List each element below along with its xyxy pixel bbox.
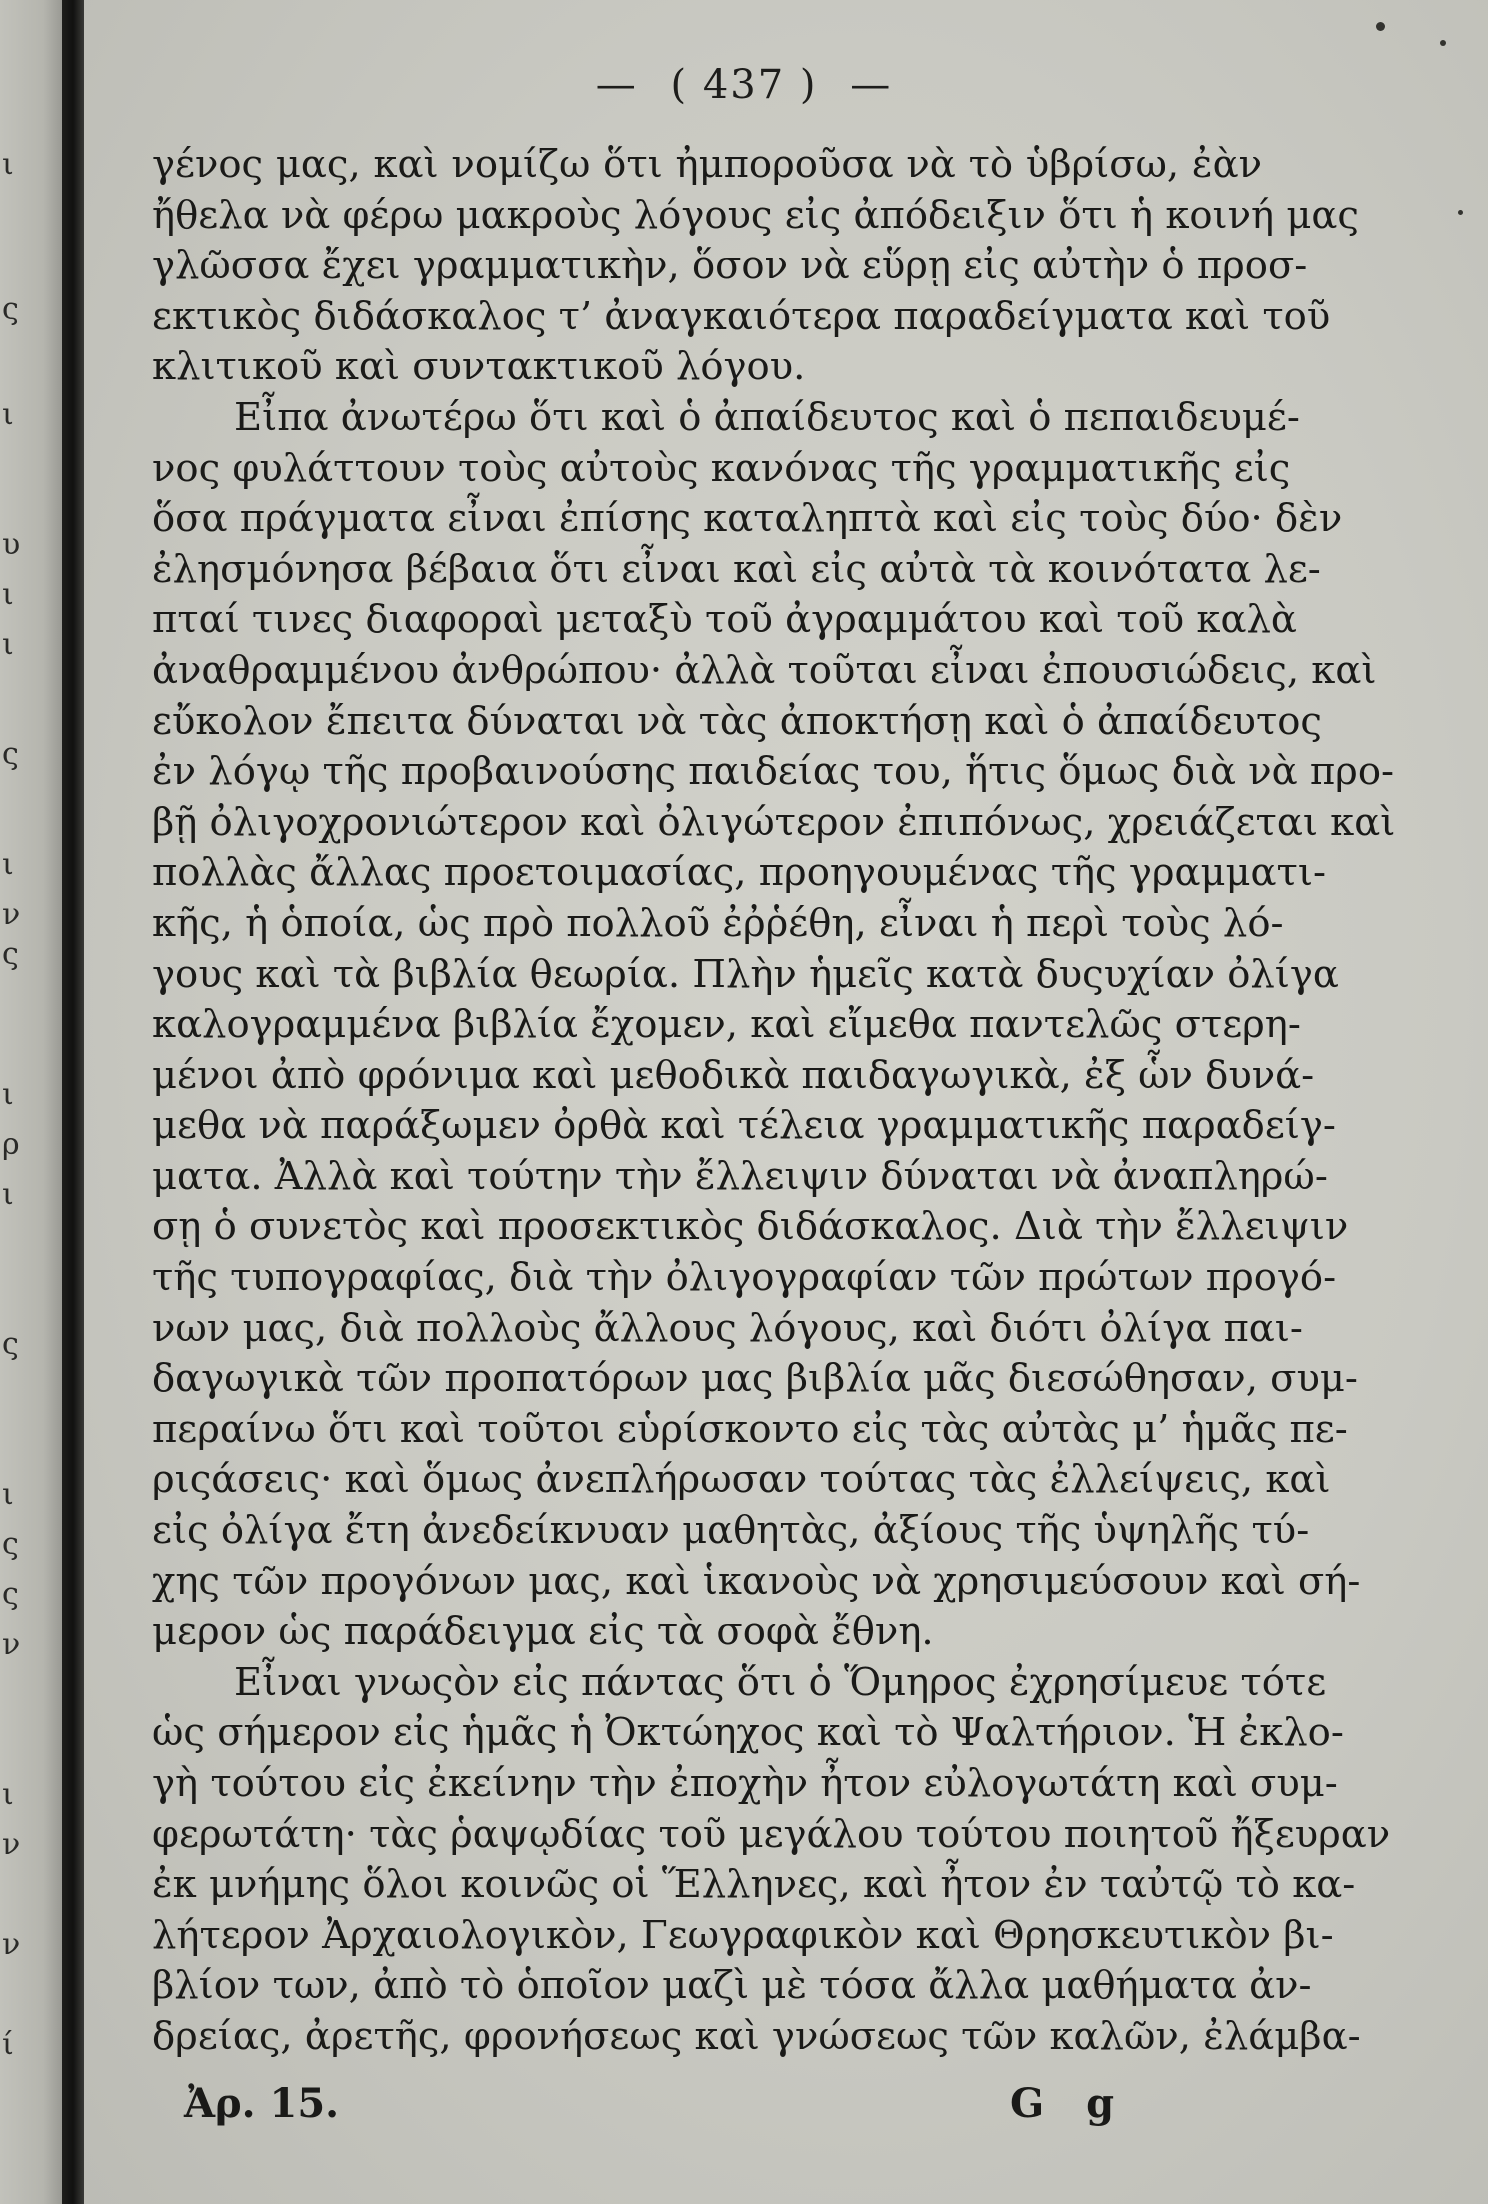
facing-page-edge: [0, 0, 62, 2204]
text-line: ὅσα πράγματα εἶναι ἐπίσης καταληπτὰ καὶ εἰς τοὺς δύο· δὲν: [152, 496, 1343, 542]
edge-char: ς: [2, 292, 19, 327]
text-line: ριςάσεις· καὶ ὅμως ἀνεπλήρωσαν τούτας τὰς ἐλλείψεις, καὶ: [152, 1457, 1331, 1503]
text-line: λήτερον Ἀρχαιολογικὸν, Γεωγραφικὸν καὶ Θρησκευτικὸν βι-: [152, 1912, 1334, 1958]
text-line: ἀναθραμμένου ἀνθρώπου· ἀλλὰ τοῦται εἶναι ἐπουσιώδεις, καὶ: [152, 647, 1377, 693]
text-line: ἐν λόγῳ τῆς προβαινούσης παιδείας του, ἥτις ὅμως διὰ νὰ προ-: [152, 749, 1395, 795]
paragraph-1: [152, 140, 1359, 393]
signature-mark-right: G g: [1010, 2080, 1129, 2127]
text-line: ἤθελα νὰ φέρω μακροὺς λόγους εἰς ἀπόδειξιν ὅτι ἡ κοινή μας: [152, 192, 1359, 238]
text-line: γένος μας, καὶ νομίζω ὅτι ἠμποροῦσα νὰ τὸ ὑβρίσω, ἐὰν: [152, 142, 1262, 187]
text-line: εκτικὸς διδάσκαλος τ’ ἀναγκαιότερα παραδείγματα καὶ τοῦ: [152, 293, 1331, 339]
text-line: μένοι ἀπὸ φρόνιμα καὶ μεθοδικὰ παιδαγωγικὰ, ἐξ ὧν δυνά-: [152, 1052, 1315, 1098]
text-line: καλογραμμένα βιβλία ἔχομεν, καὶ εἴμεθα παντελῶς στερη-: [152, 1002, 1301, 1048]
text-line: νος φυλάττουν τοὺς αὐτοὺς κανόνας τῆς γραμματικῆς εἰς: [152, 445, 1291, 491]
edge-char: ι: [2, 147, 14, 182]
text-line: κλιτικοῦ καὶ συντακτικοῦ λόγου.: [152, 344, 806, 390]
text-line: τῆς τυπογραφίας, διὰ τὴν ὀλιγογραφίαν τῶν πρώτων προγό-: [152, 1255, 1337, 1301]
text-line: Εἶναι γνωςὸν εἰς πάντας ὅτι ὁ Ὅμηρος ἐχρησίμευε τότε: [234, 1659, 1327, 1705]
text-line: βῇ ὀλιγοχρονιώτερον καὶ ὀλιγώτερον ἐπιπόνως, χρειάζεται καὶ: [152, 799, 1396, 845]
edge-char: ς: [2, 1527, 19, 1562]
text-line: γους καὶ τὰ βιβλία θεωρία. Πλὴν ἡμεῖς κατὰ δυςυχίαν ὀλίγα: [152, 951, 1339, 997]
text-line: πολλὰς ἄλλας προετοιμασίας, προηγουμένας τῆς γραμματι-: [152, 850, 1326, 896]
edge-char: ς: [2, 737, 19, 772]
edge-char: ι: [2, 397, 14, 432]
edge-char: ν: [2, 1627, 21, 1662]
text-line: νων μας, διὰ πολλοὺς ἄλλους λόγους, καὶ διότι ὀλίγα παι-: [152, 1305, 1303, 1351]
edge-char: ς: [2, 1327, 19, 1362]
paragraph-3: [152, 1658, 1391, 2063]
body-text: [152, 140, 1396, 2063]
text-line: ἐκ μνήμης ὅλοι κοινῶς οἱ Ἕλληνες, καὶ ἦτον ἐν ταὐτῷ τὸ κα-: [152, 1862, 1356, 1908]
text-line: πταί τινες διαφοραὶ μεταξὺ τοῦ ἀγραμμάτου καὶ τοῦ καλὰ: [152, 597, 1297, 643]
text-line: χης τῶν προγόνων μας, καὶ ἱκανοὺς νὰ χρησιμεύσουν καὶ σή-: [152, 1558, 1361, 1604]
edge-char: ι: [2, 847, 14, 882]
text-line: βλίον των, ἀπὸ τὸ ὁποῖον μαζὶ μὲ τόσα ἄλλα μαθήματα ἀν-: [152, 1963, 1312, 2009]
page-number: ( 437 ): [670, 62, 818, 108]
edge-char: ς: [2, 937, 19, 972]
text-line: κῆς, ἡ ὁποία, ὡς πρὸ πολλοῦ ἐῤῥέθη, εἶναι ἡ περὶ τοὺς λό-: [152, 900, 1284, 946]
running-header: [0, 62, 1488, 108]
edge-char: ι: [2, 1477, 14, 1512]
text-line: γὴ τούτου εἰς ἐκείνην τὴν ἐποχὴν ἦτον εὐλογωτάτη καὶ συμ-: [152, 1761, 1338, 1806]
text-line: μερον ὡς παράδειγμα εἰς τὰ σοφὰ ἔθνη.: [152, 1609, 934, 1655]
text-line: περαίνω ὅτι καὶ τοῦτοι εὑρίσκοντο εἰς τὰς αὐτὰς μ’ ἡμᾶς πε-: [152, 1406, 1348, 1452]
book-gutter-shadow: [62, 0, 84, 2204]
edge-char: υ: [2, 527, 21, 562]
edge-char: ν: [2, 897, 21, 932]
paper-speck: [1376, 22, 1385, 31]
edge-char: ν: [2, 1827, 21, 1862]
text-line: σῃ ὁ συνετὸς καὶ προσεκτικὸς διδάσκαλος. Διὰ τὴν ἔλλειψιν: [152, 1204, 1349, 1250]
paper-speck: [1440, 40, 1446, 46]
edge-char: ί: [2, 2027, 14, 2062]
text-line: ὡς σήμερον εἰς ἡμᾶς ἡ Ὀκτώηχος καὶ τὸ Ψαλτήριον. Ἡ ἐκλο-: [152, 1710, 1344, 1756]
edge-char: ι: [2, 627, 14, 662]
edge-char: ι: [2, 1777, 14, 1812]
text-line: φερωτάτη· τὰς ῥαψῳδίας τοῦ μεγάλου τούτου ποιητοῦ ἤξευραν: [152, 1811, 1391, 1857]
edge-char: ι: [2, 1177, 14, 1212]
header-dash-right: —: [850, 62, 893, 108]
edge-char: ν: [2, 1927, 21, 1962]
text-line: ματα. Ἀλλὰ καὶ τούτην τὴν ἔλλειψιν δύναται νὰ ἀναπληρώ-: [152, 1153, 1328, 1199]
text-line: εἰς ὀλίγα ἔτη ἀνεδείκνυαν μαθητὰς, ἀξίους τῆς ὑψηλῆς τύ-: [152, 1508, 1310, 1554]
text-line: εὔκολον ἔπειτα δύναται νὰ τὰς ἀποκτήσῃ καὶ ὁ ἀπαίδευτος: [152, 698, 1322, 744]
paper-speck: [1458, 210, 1463, 215]
edge-char: ς: [2, 1577, 19, 1612]
text-line: δρείας, ἀρετῆς, φρονήσεως καὶ γνώσεως τῶν καλῶν, ἐλάμβα-: [152, 2013, 1361, 2059]
header-dash-left: —: [595, 62, 638, 108]
text-line: Εἶπα ἀνωτέρω ὅτι καὶ ὁ ἀπαίδευτος καὶ ὁ πεπαιδευμέ-: [234, 394, 1300, 440]
text-line: μεθα νὰ παράξωμεν ὀρθὰ καὶ τέλεια γραμματικῆς παραδείγ-: [152, 1103, 1336, 1149]
text-line: ἐλησμόνησα βέβαια ὅτι εἶναι καὶ εἰς αὐτὰ τὰ κοινότατα λε-: [152, 546, 1321, 592]
signature-mark-left: Ἀρ. 15.: [184, 2080, 340, 2127]
edge-char: ι: [2, 1077, 14, 1112]
edge-char: ρ: [2, 1127, 20, 1162]
paragraph-2: [152, 393, 1396, 1658]
text-line: δαγωγικὰ τῶν προπατόρων μας βιβλία μᾶς διεσώθησαν, συμ-: [152, 1356, 1358, 1402]
edge-char: ι: [2, 577, 14, 612]
text-line: γλῶσσα ἔχει γραμματικὴν, ὅσον νὰ εὕρῃ εἰς αὐτὴν ὁ προσ-: [152, 243, 1308, 289]
